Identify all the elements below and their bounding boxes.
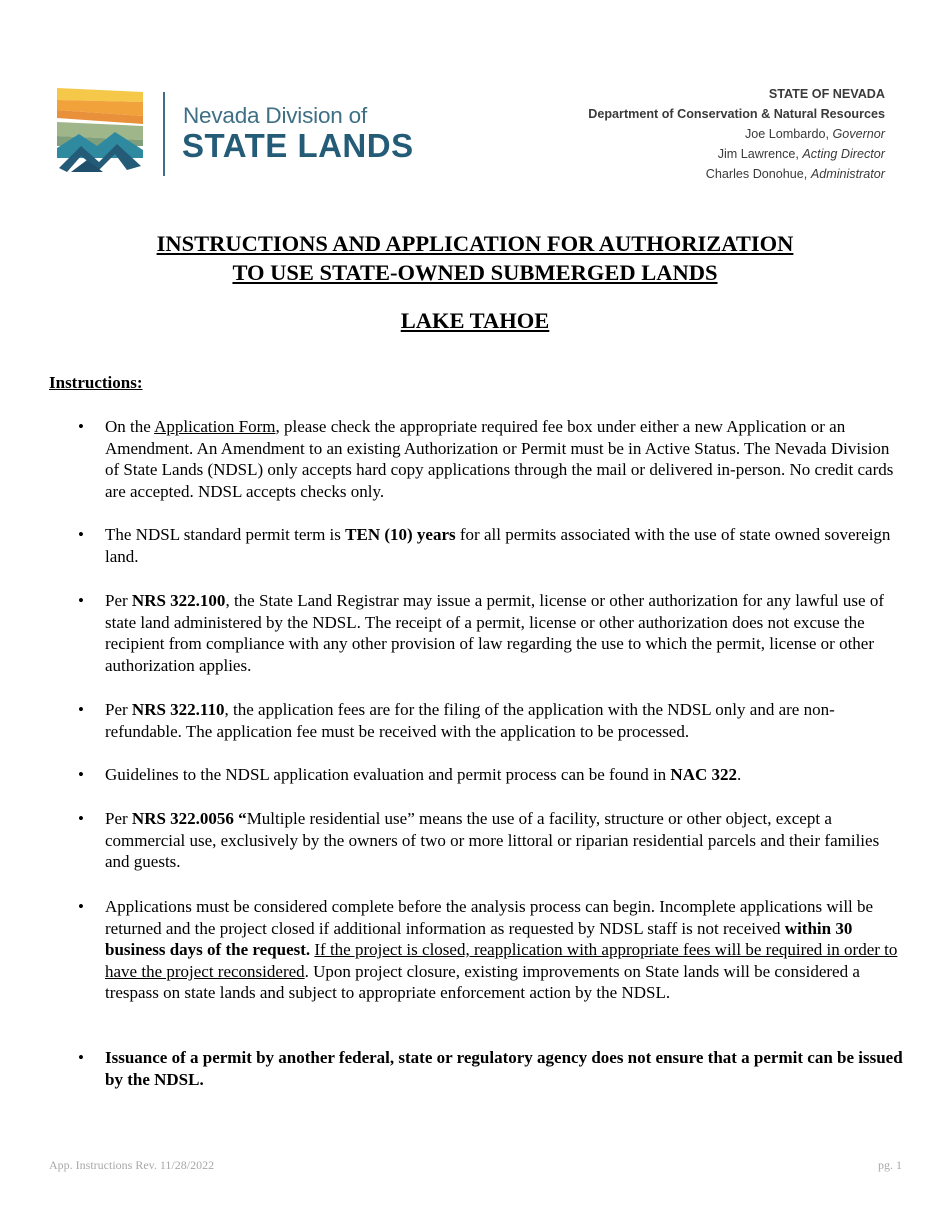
list-item: • The NDSL standard permit term is TEN (10) years for all permits associated with the use of state owned sovereign land. <box>78 525 891 566</box>
list-item: • Issuance of a permit by another federal, state or regulatory agency does not ensure that a permit can be issued by the NDSL. <box>78 1048 903 1089</box>
footer-page-number: pg. 1 <box>878 1158 902 1172</box>
bullet-icon: • <box>78 897 84 916</box>
list-item: • Guidelines to the NDSL application evaluation and permit process can be found in NAC 322. <box>78 765 742 784</box>
title-line1: INSTRUCTIONS AND APPLICATION FOR AUTHORIZATION <box>156 231 794 256</box>
list-item: • Applications must be considered complete before the analysis process can begin. Incomplete applications will be returned and the project closed if additional information as requested by NDSL staff is not received within 30 business days of the request. If the project is closed, reapplication with appropriate fees will be required in order to have the project reconsidered. Upon project closure, existing improvements on State lands will be considered a trespass on state lands and subject to appropriate enforcement action by the NDSL. <box>78 897 898 1003</box>
bullet-icon: • <box>78 765 84 784</box>
instructions-heading: Instructions: <box>49 373 143 392</box>
state-name: STATE OF NEVADA <box>768 87 885 101</box>
footer-revision: App. Instructions Rev. 11/28/2022 <box>49 1158 215 1172</box>
bullet-icon: • <box>78 417 84 436</box>
bullet-icon: • <box>78 591 84 610</box>
title-line2: TO USE STATE-OWNED SUBMERGED LANDS <box>232 260 718 285</box>
list-item: • On the Application Form, please check the appropriate required fee box under either a new Application or an Amendment. An Amendment to an existing Authorization or Permit must be in Active Status. The Nevada Division of State Lands (NDSL) only accepts hard copy applications through the mail or delivered in-person. No credit cards are accepted. NDSL accepts checks only. <box>78 417 894 501</box>
official-administrator: Charles Donohue, Administrator <box>705 167 885 181</box>
list-item: • Per NRS 322.110, the application fees are for the filing of the application with the NDSL only and are non-refundable. The application fee must be received with the application to be processed. <box>78 700 835 741</box>
official-governor: Joe Lombardo, Governor <box>744 127 885 141</box>
bullet-icon: • <box>78 525 84 544</box>
list-item: • Per NRS 322.100, the State Land Registrar may issue a permit, license or other authorization for any lawful use of state land administered by the NDSL. The receipt of a permit, license or other authorization does not excuse the recipient from compliance with any other provision of law regarding the use to which the permit, license or other authorization applies. <box>78 591 884 675</box>
list-item: • Per NRS 322.0056 “Multiple residential use” means the use of a facility, structure or other object, except a commercial use, exclusively by the owners of two or more littoral or riparian residential parcels and their families and guests. <box>78 809 880 872</box>
mountain-logo-icon <box>57 88 143 176</box>
bullet-icon: • <box>78 1048 84 1067</box>
document-title <box>0 229 950 287</box>
agency-logo <box>57 88 417 180</box>
official-director: Jim Lawrence, Acting Director <box>717 147 885 161</box>
application-form-link[interactable]: Application Form <box>154 417 276 436</box>
agency-info <box>588 84 885 184</box>
bullet-icon: • <box>78 700 84 719</box>
logo-text-line1: Nevada Division of <box>183 103 367 128</box>
bullet-icon: • <box>78 809 84 828</box>
department-name: Department of Conservation & Natural Resources <box>588 107 885 121</box>
logo-divider <box>163 92 165 176</box>
logo-text-line2: STATE LANDS <box>182 127 414 164</box>
document-subtitle: LAKE TAHOE <box>400 308 550 333</box>
